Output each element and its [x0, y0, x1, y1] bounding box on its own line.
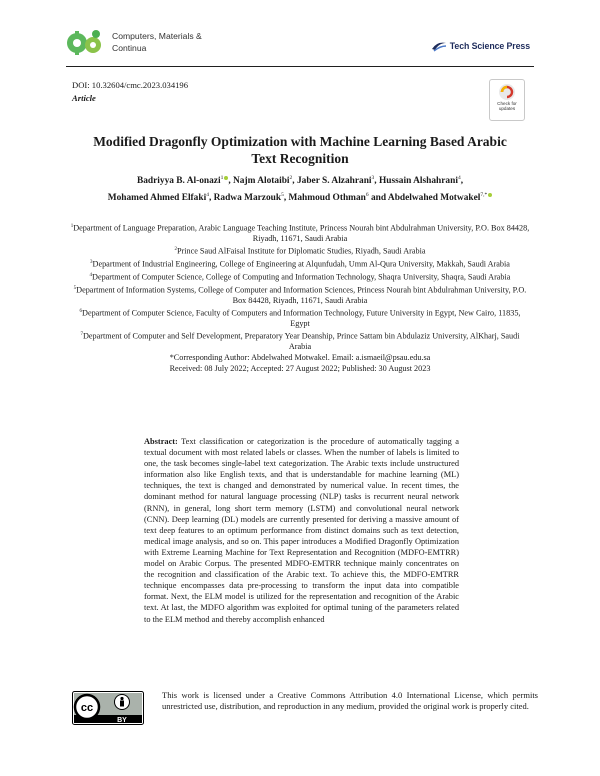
author[interactable]: Mahmoud Othman$^6$ — [288, 192, 369, 204]
affiliation: $^4$Department of Computer Science, College of Computing and Information Technology, Shaqra University, Shaqra, Saudi Arabia — [89, 272, 511, 282]
author[interactable]: Hussain Alshahrani$^4$ — [378, 175, 461, 187]
orcid-icon[interactable] — [224, 176, 228, 180]
orcid-icon[interactable] — [488, 193, 492, 197]
affiliation: $^6$Department of Computer Science, Faculty of Computers and Information Technology, Future University in Egypt, New Cairo, 11835, Egypt — [79, 308, 521, 329]
affiliation: $^3$Department of Industrial Engineering, College of Engineering at Alqunfudah, Umm Al-Qura University, Makkah, Saudi Arabia — [90, 259, 510, 269]
license-text: This work is licensed under a Creative Commons Attribution 4.0 International License, which permits unrestricted use, distribution, and reproduction in any medium, provided the original work is properly cited. — [162, 690, 538, 712]
author[interactable]: Badriyya B. Al-onazi$^1$ — [137, 176, 228, 186]
paper-title: Modified Dragonfly Optimization with Machine Learning Based Arabic Text Recognition — [93, 134, 507, 166]
affiliations — [70, 222, 530, 374]
affiliation: $^5$Department of Information Systems, College of Computer and Information Sciences, Princess Nourah bint Abdulrahman University, P.O. Box 84428, Riyadh, 11671, Saudi Arabia — [73, 285, 527, 305]
author[interactable]: Mohamed Ahmed Elfaki$^4$ — [107, 192, 209, 204]
cc-text: cc — [80, 702, 94, 714]
corresponding-author: *Corresponding Author: Abdelwahed Motwakel. Email: a.ismaeil@psau.edu.sa — [169, 353, 431, 363]
publisher-logo — [431, 40, 530, 52]
abstract-label: Abstract: — [144, 437, 178, 446]
publisher-swoosh-icon — [431, 40, 447, 52]
abstract — [144, 436, 459, 625]
affiliation: $^1$Department of Language Preparation, Arabic Language Teaching Institute, Princess Nourah bint Abdulrahman University, P.O. Box 84428, Riyadh, 11671, Saudi Arabia — [70, 223, 530, 243]
by-text: BY — [117, 717, 127, 724]
cc-by-license-icon[interactable] — [72, 691, 144, 725]
journal-name: Computers, Materials & Continua — [112, 31, 202, 53]
author-list: Badriyya B. Al-onazi$^1$ , Najm Alotaibi$^2$, Jaber S. Alzahrani$^3$, Hussain Alshahrani$^4$, Mohamed Ahmed Elfaki$^4$, Radwa Marzouk$^5$, Mahmoud Othman$^6$ and Abdelwahed Motwakel$^{7,*}$ — [72, 171, 528, 205]
author[interactable]: Jaber S. Alzahrani$^3$ — [296, 175, 375, 187]
affiliation: $^7$Department of Computer and Self Development, Preparatory Year Deanship, Prince Sattam bin Abdulaziz University, AlKharj, Saudi Arabia — [80, 331, 520, 352]
check-for-updates-button[interactable] — [489, 79, 525, 121]
check-for-updates-label: Check for updates — [497, 101, 517, 112]
author[interactable]: Radwa Marzouk$^5$ — [213, 192, 284, 204]
author[interactable]: Abdelwahed Motwakel$^{7,*}$ — [388, 193, 492, 203]
publisher-name: Tech Science Press — [449, 41, 530, 51]
check-updates-icon — [490, 80, 524, 102]
doi[interactable]: DOI: 10.32604/cmc.2023.034196 — [72, 80, 189, 90]
affiliation: $^2$Prince Saud AlFaisal Institute for Diplomatic Studies, Riyadh, Saudi Arabia — [174, 246, 426, 256]
abstract-text: Text classification or categorization is the procedure of automatically tagging a textual document with most related labels or classes. When the number of labels is limited to one, the task becomes single-label text categorization. The Arabic texts include unstructured information also like English texts, and that is understandable for machine learning (ML) techniques, the text is changed and demonstrated by numerical value. In recent times, the dominant method for natural language processing (NLP) tasks is recurrent neural network (RNN), in general, long short term memory (LSTM) and convolutional neural network (CNN). Deep learning (DL) models are currently presented for deriving a massive amount of text deep features to an optimum performance from distinct domains such as text detection, medical image analysis, and so on. This paper introduces a Modified Dragonfly Optimization with Extreme Learning Machine for Text Representation and Recognition (MDFO-EMTRR) model on Arabic Corpus. The presented MDFO-EMTRR technique mainly concentrates on the recognition and classification of the Arabic text. To achieve this, the MDFO-EMTRR technique encompasses data pre-processing to transform the input data into compatible format. Next, the ELM model is utilized for the representation and recognition of the Arabic text. At last, the MDFO algorithm was exploited for optimal tuning of the parameters related to the ELM method and thereby accomplish enhanced — [144, 437, 460, 624]
header-divider — [66, 66, 534, 67]
journal-logo — [66, 28, 104, 58]
author[interactable]: Najm Alotaibi$^2$ — [233, 175, 293, 187]
publication-dates: Received: 08 July 2022; Accepted: 27 August 2022; Published: 30 August 2023 — [169, 363, 431, 373]
article-type: Article — [72, 93, 96, 103]
